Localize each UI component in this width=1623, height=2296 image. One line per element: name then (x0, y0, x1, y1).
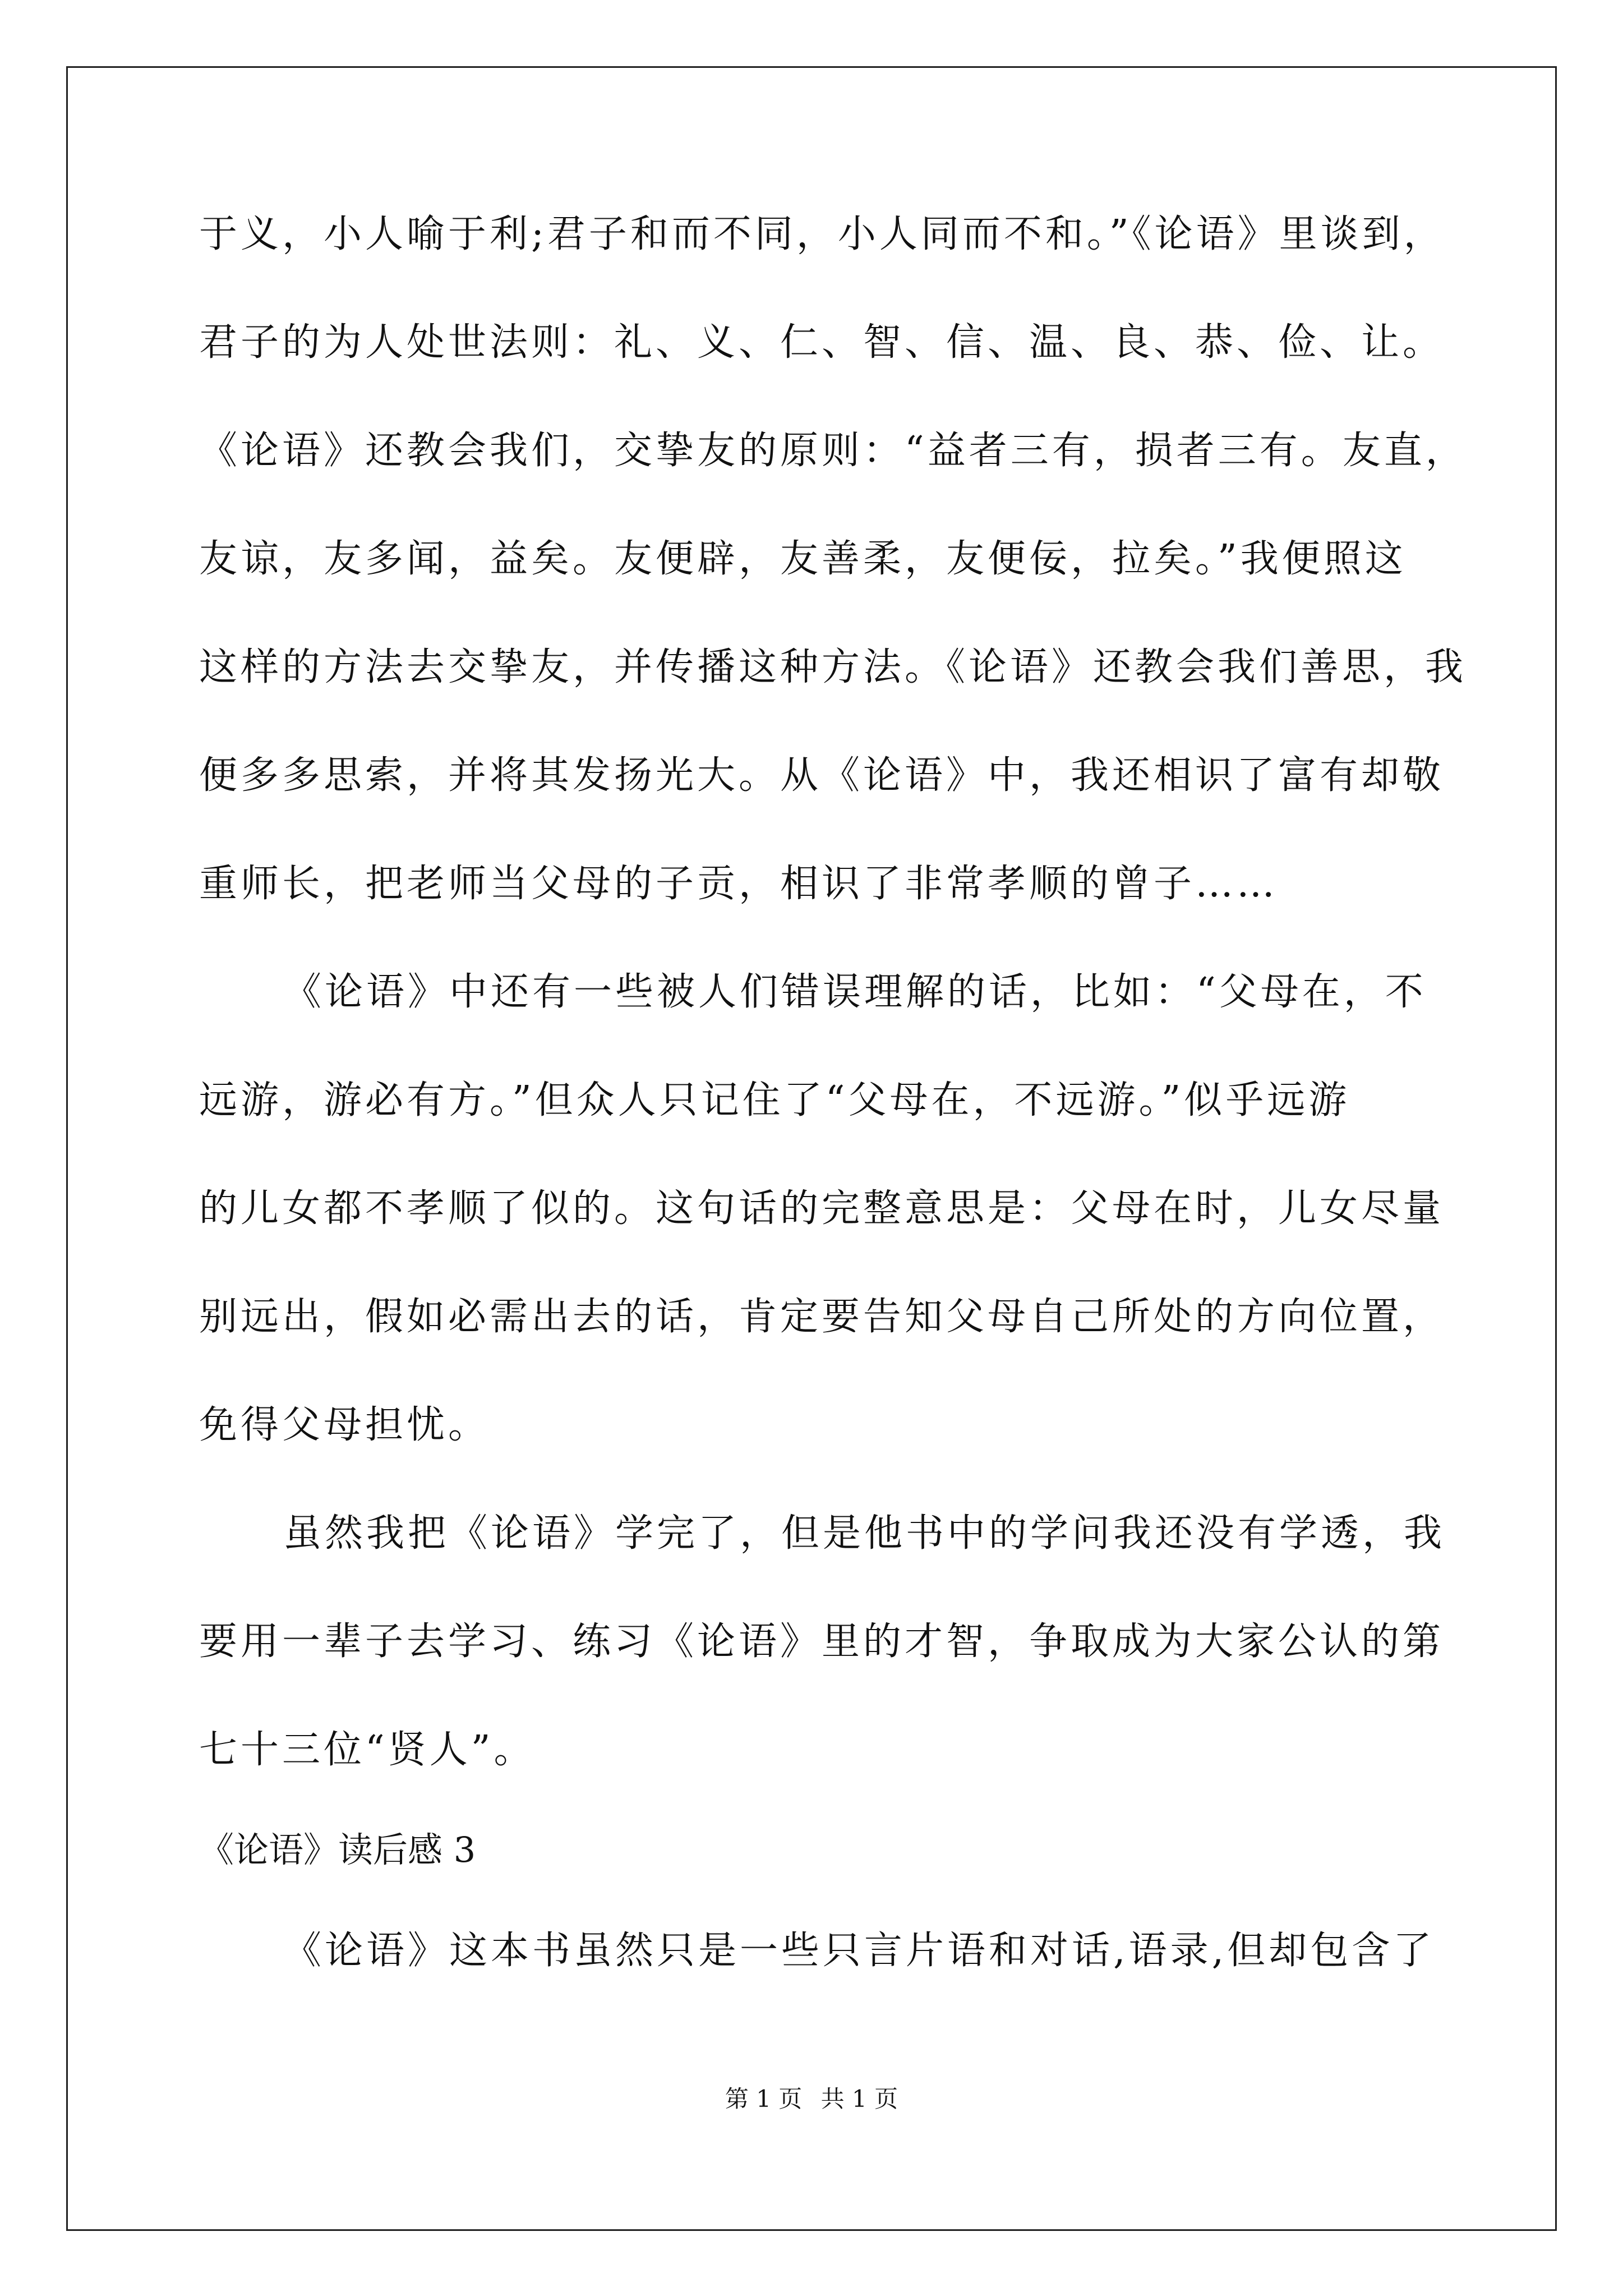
text-line: 重师长，把老师当父母的子贡，相识了非常孝顺的曾子…… (199, 862, 1279, 906)
text-line: 免得父母担忧。 (199, 1403, 490, 1447)
page-border (66, 66, 1557, 2231)
text-line: 君子的为人处世法则：礼、义、仁、智、信、温、良、恭、俭、让。 (199, 320, 1445, 365)
section-heading: 《论语》读后感 3 (199, 1829, 476, 1870)
text-line: 远游，游必有方。”但众人只记住了“父母在，不远游。”似乎远游 (199, 1078, 1350, 1122)
text-line: 《论语》这本书虽然只是一些只言片语和对话,语录,但却包含了 (283, 1929, 1435, 1973)
text-line: 便多多思索，并将其发扬光大。从《论语》中，我还相识了富有却敬 (199, 753, 1445, 798)
text-line: 七十三位“贤人”。 (199, 1728, 536, 1772)
text-line: 别远出，假如必需出去的话，肯定要告知父母自己所处的方向位置， (199, 1295, 1445, 1339)
page-footer (0, 2082, 1623, 2116)
text-line: 这样的方法去交挚友，并传播这种方法。《论语》还教会我们善思，我 (199, 645, 1467, 689)
page-number: 第 1 页 (725, 2085, 803, 2113)
text-line: 要用一辈子去学习、练习《论语》里的才智，争取成为大家公认的第 (199, 1619, 1445, 1664)
text-line: 《论语》中还有一些被人们错误理解的话，比如：“父母在，不 (283, 970, 1427, 1014)
text-line: 《论语》还教会我们，交挚友的原则：“益者三有，损者三有。友直， (199, 429, 1467, 473)
text-line: 于义，小人喻于利;君子和而不同，小人同而不和。”《论语》里谈到， (199, 212, 1445, 256)
text-line: 的儿女都不孝顺了似的。这句话的完整意思是：父母在时，儿女尽量 (199, 1186, 1445, 1231)
text-line: 友谅，友多闻，益矣。友便辟，友善柔，友便佞，拉矣。”我便照这 (199, 537, 1407, 581)
text-line: 虽然我把《论语》学完了，但是他书中的学问我还没有学透，我 (283, 1511, 1446, 1556)
page-total: 共 1 页 (820, 2085, 898, 2113)
